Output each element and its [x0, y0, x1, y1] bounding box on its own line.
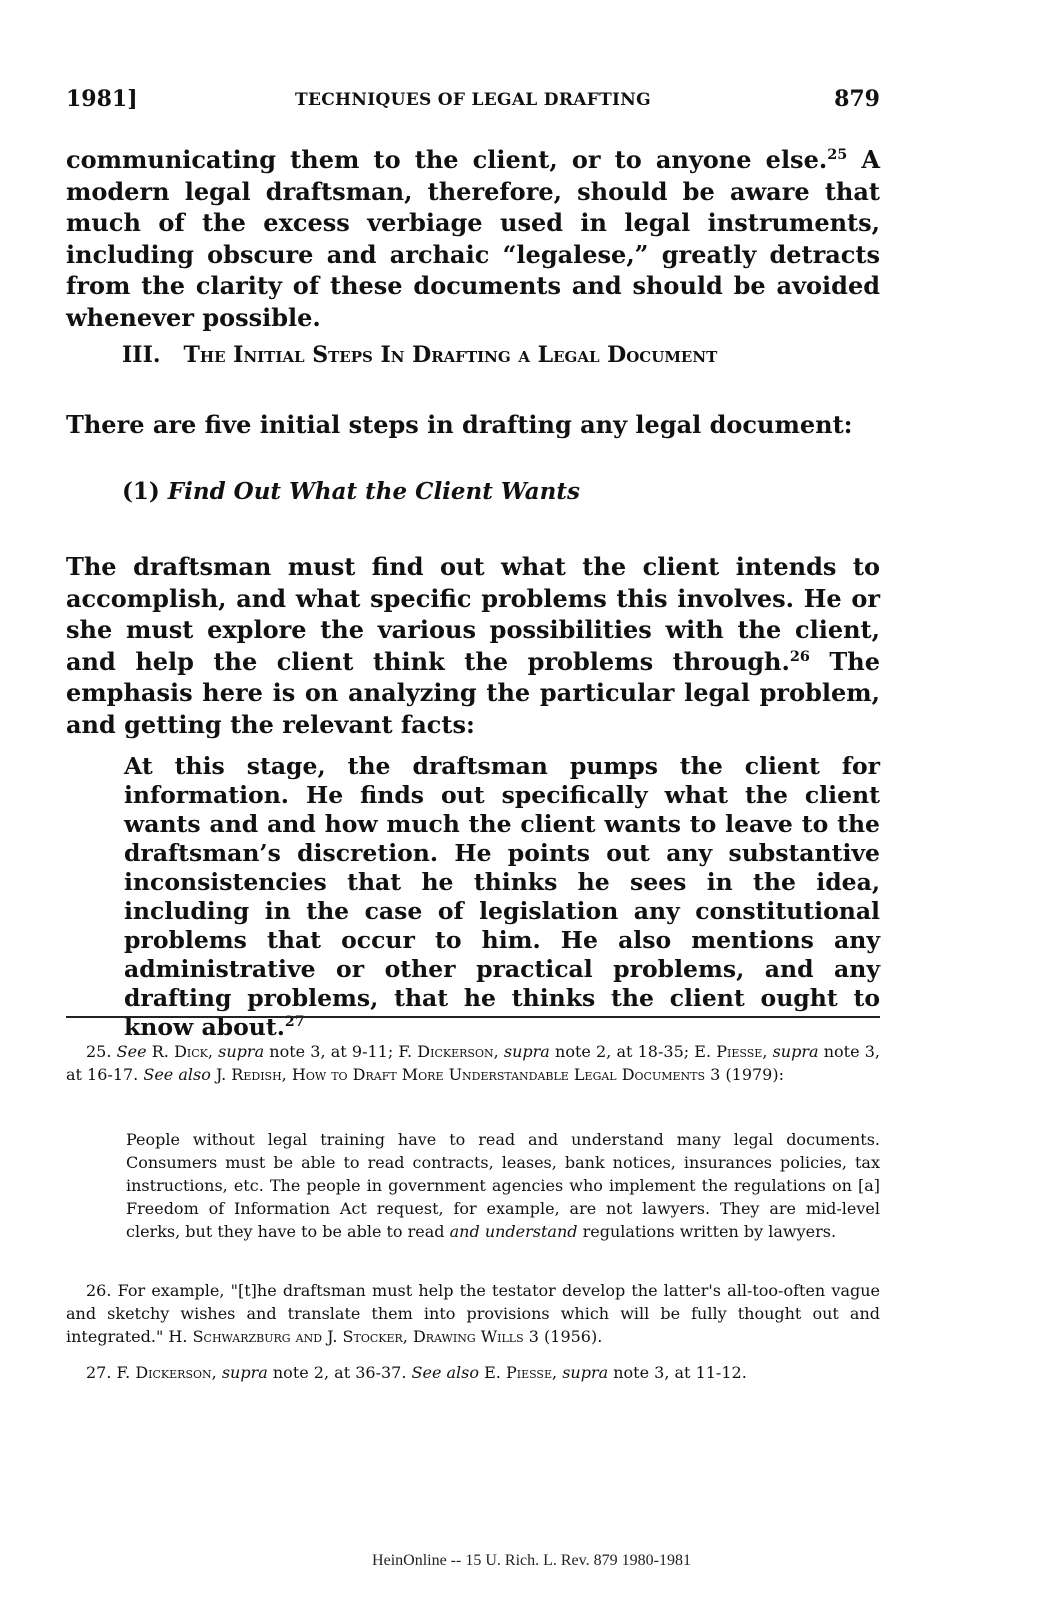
section-heading — [122, 342, 717, 368]
footnote-25-quote: People without legal training have to read and understand many legal documents. Consumers must be able to read contracts, leases, bank notices, insurances policies, tax instructions, etc. The people in government agencies who implement the regulations on [a] Freedom of Information Act request, for example, are not lawyers. They are mid-level clerks, but they have to be able to read and understand regulations written by lawyers. — [126, 1130, 880, 1241]
section-title: The Initial Steps In Drafting a Legal Document — [183, 342, 718, 368]
subheading-number: (1) — [122, 478, 160, 505]
section-numeral: III. — [122, 342, 161, 368]
block-quote: At this stage, the draftsman pumps the client for information. He finds out specifically what the client wants and and how much the client wants to leave to the draftsman’s discretion. He points out any substantive inconsistencies that he thinks he sees in the idea, including in the case of legislation any constitutional problems that occur to him. He also mentions any administrative or other practical problems, and any drafting problems, that he thinks the client ought to know about.$^{27}$ — [124, 752, 880, 1041]
header-running-title: TECHNIQUES OF LEGAL DRAFTING — [295, 90, 651, 110]
header-page-number: 879 — [834, 86, 880, 112]
header-year: 1981] — [66, 86, 138, 112]
running-header — [66, 86, 880, 118]
body-paragraph-2: There are five initial steps in drafting any legal document: — [66, 410, 853, 439]
subheading — [122, 478, 580, 505]
body-paragraph-1: communicating them to the client, or to anyone else.$^{25}$ A modern legal draftsman, therefore, should be aware that much of the excess verbiage used in legal instruments, including obscure and archaic “legalese,” greatly detracts from the clarity of these documents and should be avoided whenever possible. — [66, 145, 880, 332]
footnote-26: 26. For example, "[t]he draftsman must help the testator develop the latter's all-too-often vague and sketchy wishes and translate them into provisions which will be fully thought out and integrated." H. Schwarzburg and J. Stocker, Drawing Wills 3 (1956). — [66, 1281, 880, 1346]
footnote-27: 27. F. Dickerson, supra note 2, at 36-37. See also E. Piesse, supra note 3, at 11-12. — [86, 1363, 747, 1382]
subheading-title: Find Out What the Client Wants — [167, 478, 580, 505]
footnote-ref-25[interactable]: 25 — [827, 146, 848, 163]
footnote-divider — [66, 1016, 880, 1018]
body-paragraph-3: The draftsman must find out what the client intends to accomplish, and what specific problems this involves. He or she must explore the various possibilities with the client, and help the client think the problems through.$^{26}$ The emphasis here is on analyzing the particular legal problem, and getting the relevant facts: — [66, 552, 881, 739]
source-footer: HeinOnline -- 15 U. Rich. L. Rev. 879 1980-1981 — [372, 1552, 691, 1569]
footnote-ref-26[interactable]: 26 — [789, 647, 810, 665]
footnote-ref-27[interactable]: 27 — [284, 1014, 305, 1031]
footnote-25: 25. See R. Dick, supra note 3, at 9-11; F. Dickerson, supra note 2, at 18-35; E. Piesse, supra note 3, at 16-17. See also J. Redish, How to Draft More Understandable Legal Documents 3 (1979): — [66, 1042, 881, 1084]
